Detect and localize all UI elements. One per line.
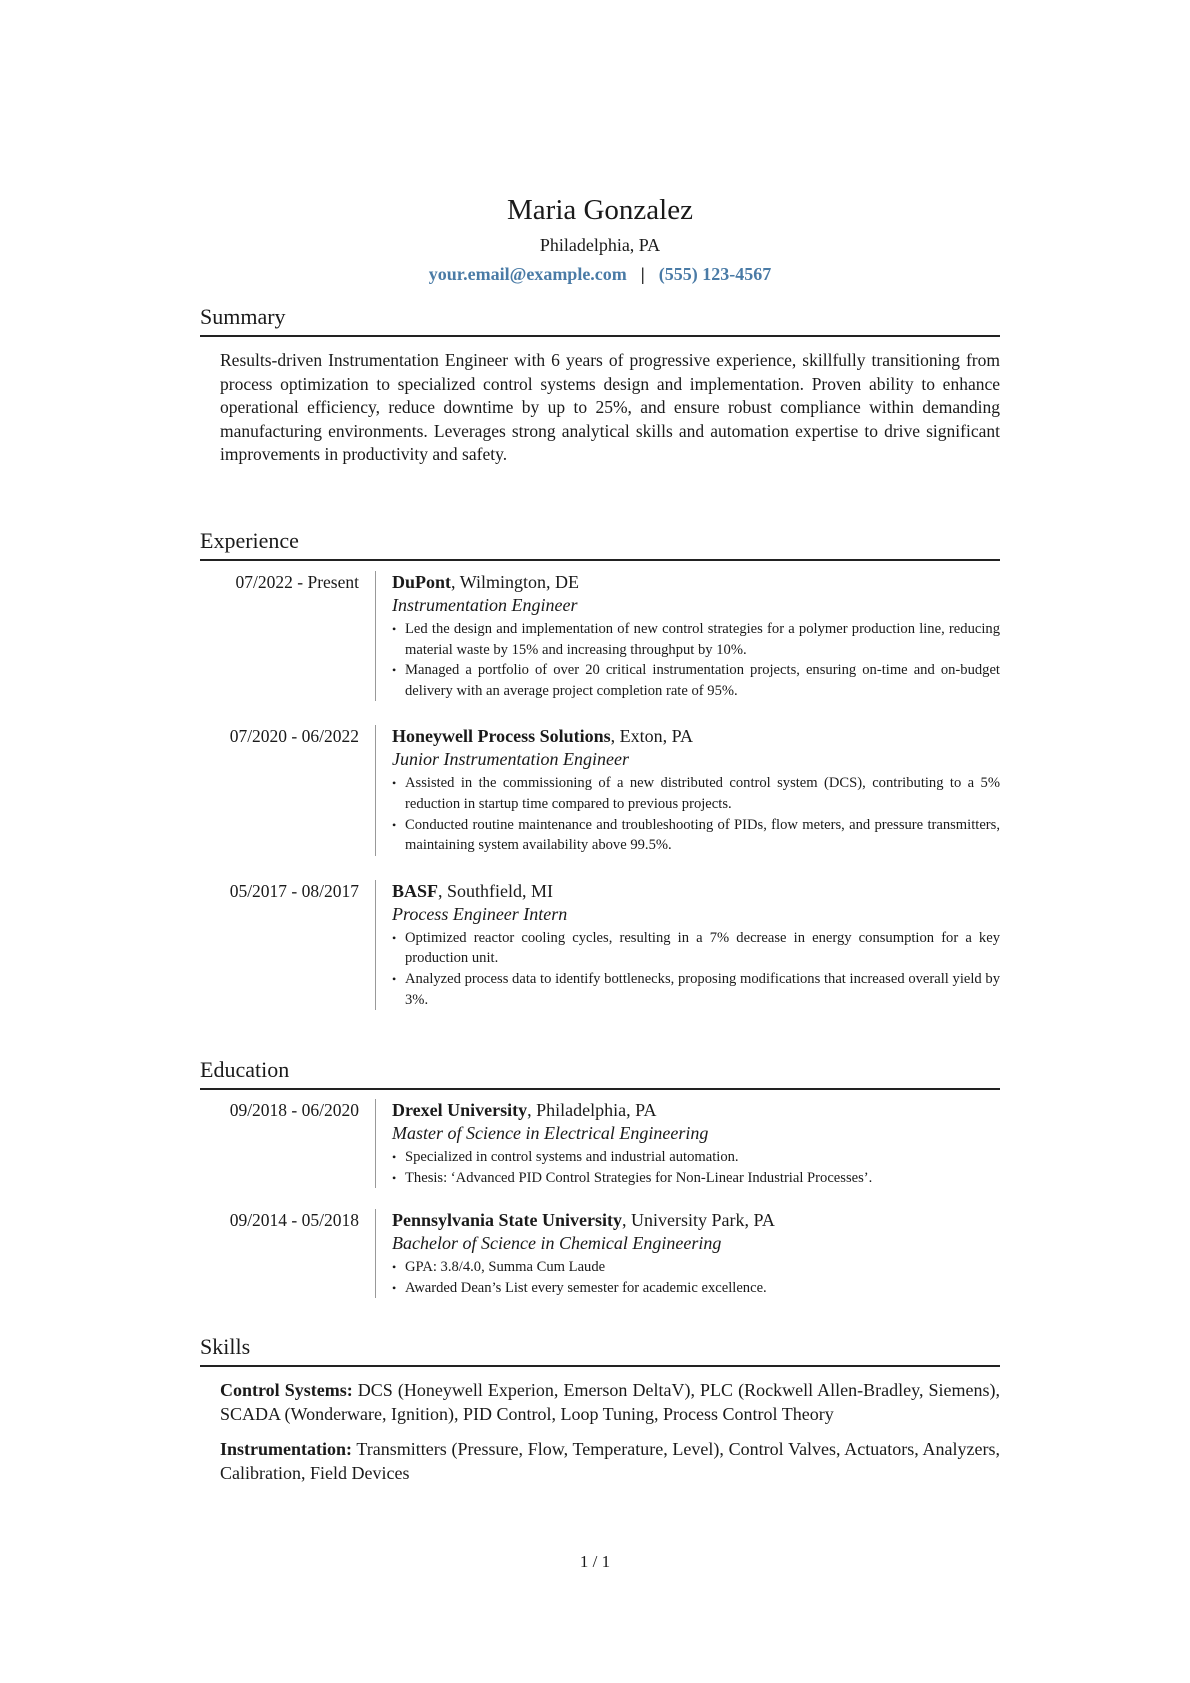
contact-line [200,262,1000,286]
entry-org [392,1209,1000,1232]
skills-title: Skills [200,1332,1000,1367]
skill-item [220,1379,1000,1426]
contact-separator: | [640,264,645,284]
experience-title: Experience [200,526,1000,561]
entry-body [375,725,1000,855]
entry-dates: 07/2020 - 06/2022 [229,726,359,747]
candidate-location: Philadelphia, PA [539,235,661,255]
entry-role: Instrumentation Engineer [392,595,578,615]
school-name: Pennsylvania State University [392,1210,623,1231]
experience-entry [200,880,1000,1010]
skill-label: Control Systems: [220,1380,353,1400]
entry-bullets [392,773,1000,855]
entry-org [392,571,1000,594]
bullet-item: • Conducted routine maintenance and troubleshooting of PIDs, flow meters, and pressure transmitters, maintaining system availability above 99.5%. [392,815,1000,856]
page-number: 1 / 1 [579,1552,611,1571]
entry-bullets [392,928,1000,1010]
skill-item [220,1438,1000,1485]
email-link[interactable]: your.email@example.com [428,264,627,284]
entry-body [375,571,1000,701]
org-place: , Exton, PA [610,726,694,747]
skill-text: DCS (Honeywell Experion, Emerson DeltaV), PLC (Rockwell Allen-Bradley, Siemens), SCADA (Wonderware, Ignition), PID Control, Loop Tuning, Process Control Theory [220,1380,1000,1424]
org-name: Honeywell Process Solutions [392,726,611,747]
entry-body [375,880,1000,1010]
education-entry [200,1209,1000,1298]
entry-dates: 09/2014 - 05/2018 [229,1210,359,1231]
school-place: , Philadelphia, PA [527,1100,657,1120]
experience-section [200,526,1000,1010]
skills-section [200,1332,1000,1485]
org-name: BASF [392,880,439,901]
summary-text: Results-driven Instrumentation Engineer with 6 years of progressive experience, skillfully transitioning from process optimization to specialized control systems design and implementation. Proven ability to enhance operational efficiency, reduce downtime by up to 25%, and ensure robust compliance within demanding manufacturing environments. Leverages strong analytical skills and automation expertise to drive significant improvements in productivity and safety. [220,350,1000,464]
skill-label: Instrumentation: [220,1439,353,1459]
school-name: Drexel University [392,1100,528,1120]
bullet-item: • GPA: 3.8/4.0, Summa Cum Laude [392,1257,1000,1278]
education-entry [200,1099,1000,1188]
summary-title: Summary [200,302,1000,337]
bullet-item: • Thesis: ‘Advanced PID Control Strategies for Non-Linear Industrial Processes’. [392,1168,1000,1189]
skill-text: Transmitters (Pressure, Flow, Temperature, Level), Control Valves, Actuators, Analyzers, Calibration, Field Devices [220,1439,1000,1483]
entry-body [375,1099,1000,1188]
entry-bullets [392,619,1000,701]
phone-link[interactable]: (555) 123-4567 [658,264,772,284]
entry-degree: Master of Science in Electrical Engineering [392,1123,709,1143]
entry-org [392,725,1000,748]
org-name: DuPont [392,572,452,592]
org-place: , Wilmington, DE [451,572,579,592]
experience-entry [200,571,1000,701]
entry-role: Junior Instrumentation Engineer [392,749,629,770]
entry-body [375,1209,1000,1298]
entry-bullets [392,1257,1000,1298]
bullet-item: • Managed a portfolio of over 20 critical instrumentation projects, ensuring on-time and on-budget delivery with an average project completion rate of 95%. [392,660,1000,701]
candidate-name: Maria Gonzalez [507,194,693,226]
bullet-item: • Analyzed process data to identify bottlenecks, proposing modifications that increased overall yield by 3%. [392,969,1000,1010]
bullet-item: • Awarded Dean’s List every semester for academic excellence. [392,1278,1000,1299]
entry-bullets [392,1147,1000,1188]
bullet-item: • Assisted in the commissioning of a new distributed control system (DCS), contributing to a 5% reduction in startup time compared to previous projects. [392,773,1000,814]
entry-org [392,1099,1000,1122]
org-place: , Southfield, MI [438,880,554,901]
education-section [200,1055,1000,1298]
entry-role: Process Engineer Intern [392,903,568,924]
resume-header [200,190,1000,286]
entry-dates: 07/2022 - Present [235,572,359,592]
summary-section [200,302,1000,467]
entry-org [392,880,1000,903]
education-title: Education [200,1055,1000,1090]
experience-entry [200,725,1000,855]
entry-dates: 09/2018 - 06/2020 [229,1100,359,1120]
entry-degree: Bachelor of Science in Chemical Engineering [392,1233,722,1254]
entry-dates: 05/2017 - 08/2017 [229,880,359,901]
school-place: , University Park, PA [622,1210,775,1231]
bullet-item: • Led the design and implementation of new control strategies for a polymer production line, reducing material waste by 15% and increasing throughput by 10%. [392,619,1000,660]
bullet-item: • Optimized reactor cooling cycles, resulting in a 7% decrease in energy consumption for a key production unit. [392,928,1000,969]
bullet-item: • Specialized in control systems and industrial automation. [392,1147,1000,1168]
